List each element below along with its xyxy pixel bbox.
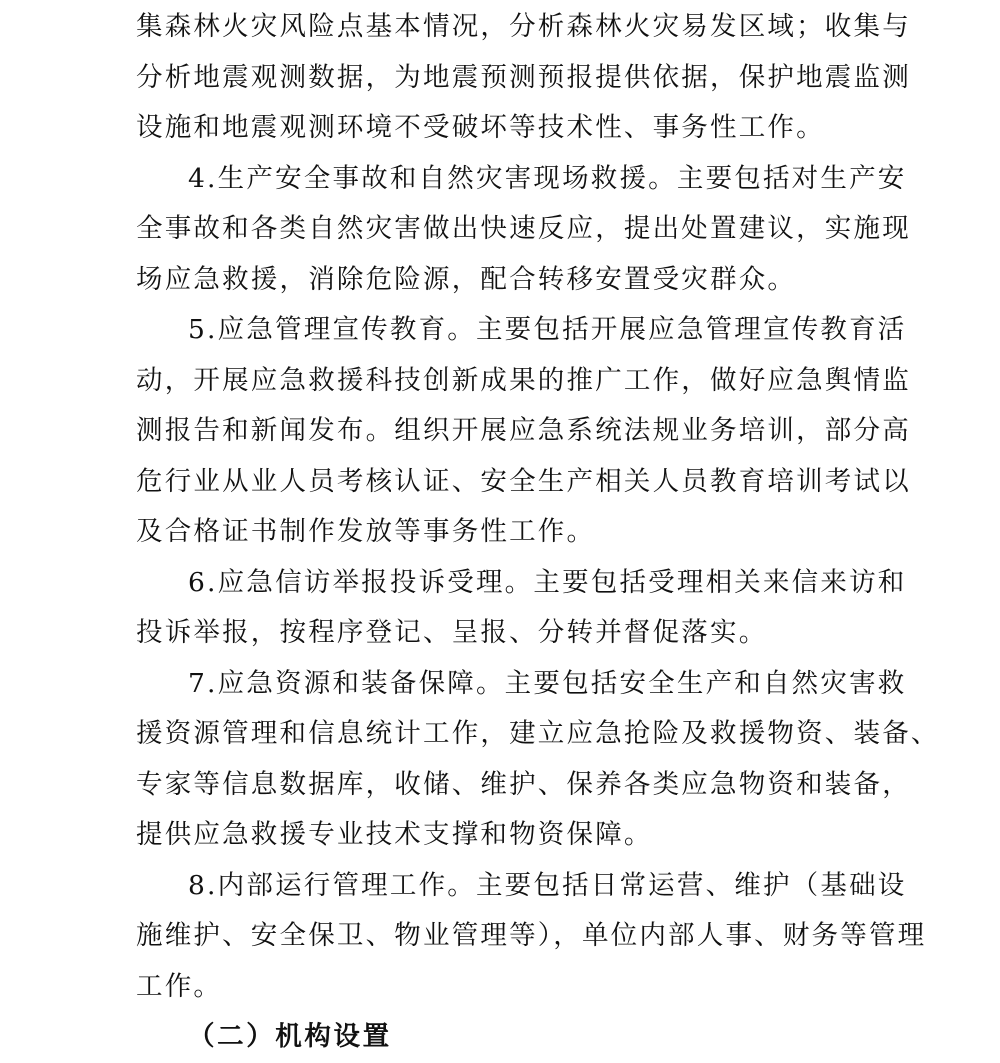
paragraph-line: 援资源管理和信息统计工作，建立应急抢险及救援物资、装备、 xyxy=(136,718,940,749)
item-4-line: 4.生产安全事故和自然灾害现场救援。主要包括对生产安 xyxy=(188,162,907,194)
section-heading: （二）机构设置 xyxy=(188,1021,392,1052)
paragraph-line: 设施和地震观测环境不受破坏等技术性、事务性工作。 xyxy=(136,112,825,143)
paragraph-line: 场应急救援，消除危险源，配合转移安置受灾群众。 xyxy=(136,263,797,295)
paragraph-line: 提供应急救援专业技术支撑和物资保障。 xyxy=(136,819,653,850)
item-5-line: 5.应急管理宣传教育。主要包括开展应急管理宣传教育活 xyxy=(188,314,907,345)
paragraph-line: 工作。 xyxy=(136,970,223,1002)
paragraph-line: 投诉举报，按程序登记、呈报、分转并督促落实。 xyxy=(136,617,768,648)
item-8-line: 8.内部运行管理工作。主要包括日常运营、维护（基础设 xyxy=(188,869,907,901)
paragraph-line: 及合格证书制作发放等事务性工作。 xyxy=(136,516,596,547)
paragraph-line: 测报告和新闻发布。组织开展应急系统法规业务培训，部分高 xyxy=(136,415,911,446)
paragraph-line: 全事故和各类自然灾害做出快速反应，提出处置建议，实施现 xyxy=(136,213,911,244)
item-6-line: 6.应急信访举报投诉受理。主要包括受理相关来信来访和 xyxy=(188,566,907,598)
item-7-line: 7.应急资源和装备保障。主要包括安全生产和自然灾害救 xyxy=(188,667,907,699)
paragraph-line: 动，开展应急救援科技创新成果的推广工作，做好应急舆情监 xyxy=(136,364,911,396)
paragraph-line: 集森林火灾风险点基本情况，分析森林火灾易发区域；收集与 xyxy=(136,11,911,42)
paragraph-line: 分析地震观测数据，为地震预测预报提供依据，保护地震监测 xyxy=(136,61,911,93)
paragraph-line: 危行业从业人员考核认证、安全生产相关人员教育培训考试以 xyxy=(136,465,911,497)
paragraph-line: 施维护、安全保卫、物业管理等），单位内部人事、财务等管理 xyxy=(136,920,927,951)
document-body xyxy=(136,2,940,1063)
paragraph-line: 专家等信息数据库，收储、维护、保养各类应急物资和装备， xyxy=(136,768,911,800)
